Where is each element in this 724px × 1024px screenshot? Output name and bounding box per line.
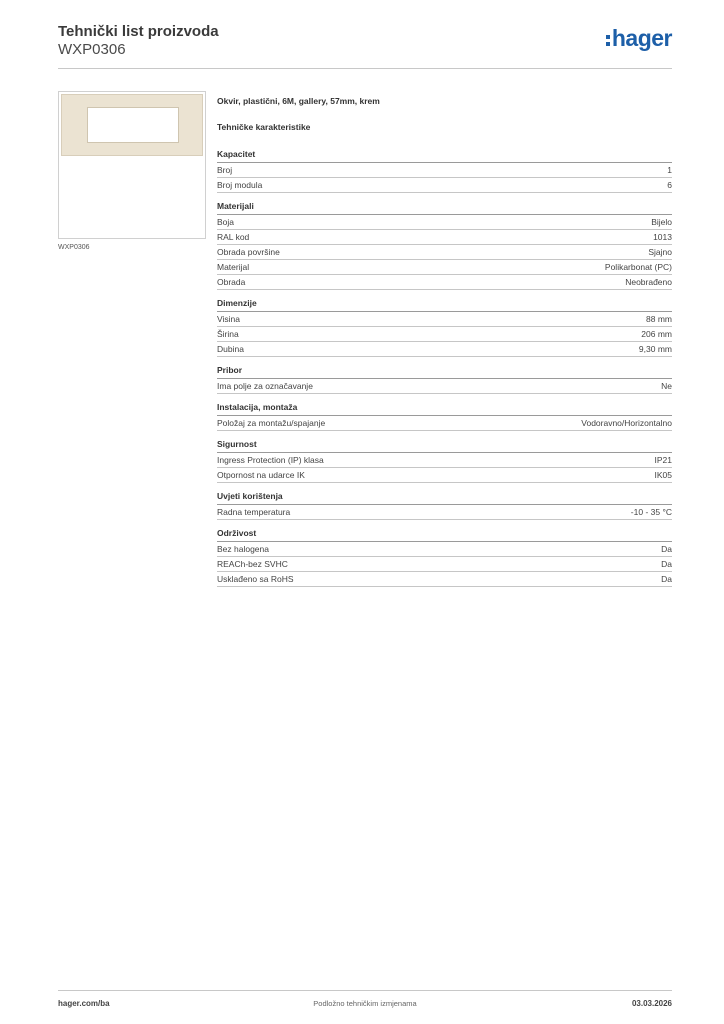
spec-value: 6 — [667, 180, 672, 190]
page-header — [58, 20, 672, 69]
spec-label: Boja — [217, 217, 235, 227]
product-code: WXP0306 — [58, 41, 126, 58]
spec-groups — [217, 149, 672, 587]
spec-row — [217, 275, 672, 290]
spec-value: Da — [661, 559, 672, 569]
spec-group — [217, 528, 672, 587]
spec-value: 1 — [667, 165, 672, 175]
spec-row — [217, 505, 672, 520]
spec-value: Ne — [661, 381, 672, 391]
spec-group — [217, 298, 672, 357]
spec-value: Sjajno — [648, 247, 672, 257]
spec-group-title: Uvjeti korištenja — [217, 491, 672, 505]
spec-row — [217, 542, 672, 557]
spec-value: Vodoravno/Horizontalno — [581, 418, 672, 428]
spec-label: Bez halogena — [217, 544, 269, 554]
spec-row — [217, 557, 672, 572]
spec-group — [217, 402, 672, 431]
spec-row — [217, 468, 672, 483]
spec-label: Obrada površine — [217, 247, 280, 257]
spec-row — [217, 327, 672, 342]
section-title: Tehničke karakteristike — [217, 122, 311, 132]
spec-group — [217, 491, 672, 520]
footer-website-link[interactable]: hager.com/ba — [58, 999, 110, 1008]
spec-value: Da — [661, 544, 672, 554]
spec-group-title: Sigurnost — [217, 439, 672, 453]
spec-value: Neobrađeno — [625, 277, 672, 287]
spec-label: Ima polje za označavanje — [217, 381, 313, 391]
spec-row — [217, 230, 672, 245]
spec-label: Širina — [217, 329, 239, 339]
spec-group-title: Materijali — [217, 201, 672, 215]
product-image-caption: WXP0306 — [58, 244, 90, 251]
spec-group-title: Održivost — [217, 528, 672, 542]
spec-label: RAL kod — [217, 232, 250, 242]
footer-date: 03.03.2026 — [631, 999, 672, 1008]
spec-label: Broj — [217, 165, 233, 175]
spec-row — [217, 178, 672, 193]
spec-group-title: Dimenzije — [217, 298, 672, 312]
spec-label: Usklađeno sa RoHS — [217, 574, 294, 584]
spec-label: Ingress Protection (IP) klasa — [217, 455, 324, 465]
spec-row — [217, 342, 672, 357]
spec-value: 88 mm — [646, 314, 672, 324]
product-image — [58, 91, 206, 239]
spec-value: IP21 — [654, 455, 672, 465]
spec-label: Radna temperatura — [217, 507, 291, 517]
spec-label: Otpornost na udarce IK — [217, 470, 305, 480]
brand-logo — [606, 25, 672, 52]
spec-row — [217, 453, 672, 468]
spec-label: Broj modula — [217, 180, 263, 190]
spec-row — [217, 572, 672, 587]
product-description: Okvir, plastični, 6M, gallery, 57mm, krem — [217, 96, 380, 106]
spec-group-title: Kapacitet — [217, 149, 672, 163]
spec-group — [217, 201, 672, 290]
spec-row — [217, 312, 672, 327]
spec-value: Polikarbonat (PC) — [604, 262, 672, 272]
spec-group-title: Instalacija, montaža — [217, 402, 672, 416]
spec-label: Položaj za montažu/spajanje — [217, 418, 326, 428]
spec-label: REACh-bez SVHC — [217, 559, 288, 569]
footer-notice: Podložno tehničkim izmjenama — [313, 999, 417, 1008]
spec-row — [217, 215, 672, 230]
spec-label: Visina — [217, 314, 240, 324]
spec-value: -10 - 35 °C — [630, 507, 672, 517]
spec-row — [217, 245, 672, 260]
logo-colon-icon — [606, 33, 610, 47]
spec-value: 1013 — [653, 232, 672, 242]
spec-row — [217, 163, 672, 178]
specs-panel — [217, 96, 672, 595]
spec-group — [217, 365, 672, 394]
document-title: Tehnički list proizvoda — [58, 23, 219, 40]
cover-frame-opening — [87, 107, 179, 143]
spec-label: Dubina — [217, 344, 244, 354]
cover-frame-image — [61, 94, 203, 156]
spec-value: 9,30 mm — [638, 344, 672, 354]
spec-group — [217, 439, 672, 483]
logo-text: hager — [611, 25, 672, 51]
spec-value: 206 mm — [641, 329, 672, 339]
spec-group-title: Pribor — [217, 365, 672, 379]
spec-label: Obrada — [217, 277, 246, 287]
spec-value: IK05 — [654, 470, 672, 480]
spec-label: Materijal — [217, 262, 250, 272]
spec-value: Bijelo — [651, 217, 672, 227]
spec-value: Da — [661, 574, 672, 584]
spec-row — [217, 260, 672, 275]
spec-row — [217, 379, 672, 394]
spec-group — [217, 149, 672, 193]
page-footer — [58, 990, 672, 1015]
spec-row — [217, 416, 672, 431]
